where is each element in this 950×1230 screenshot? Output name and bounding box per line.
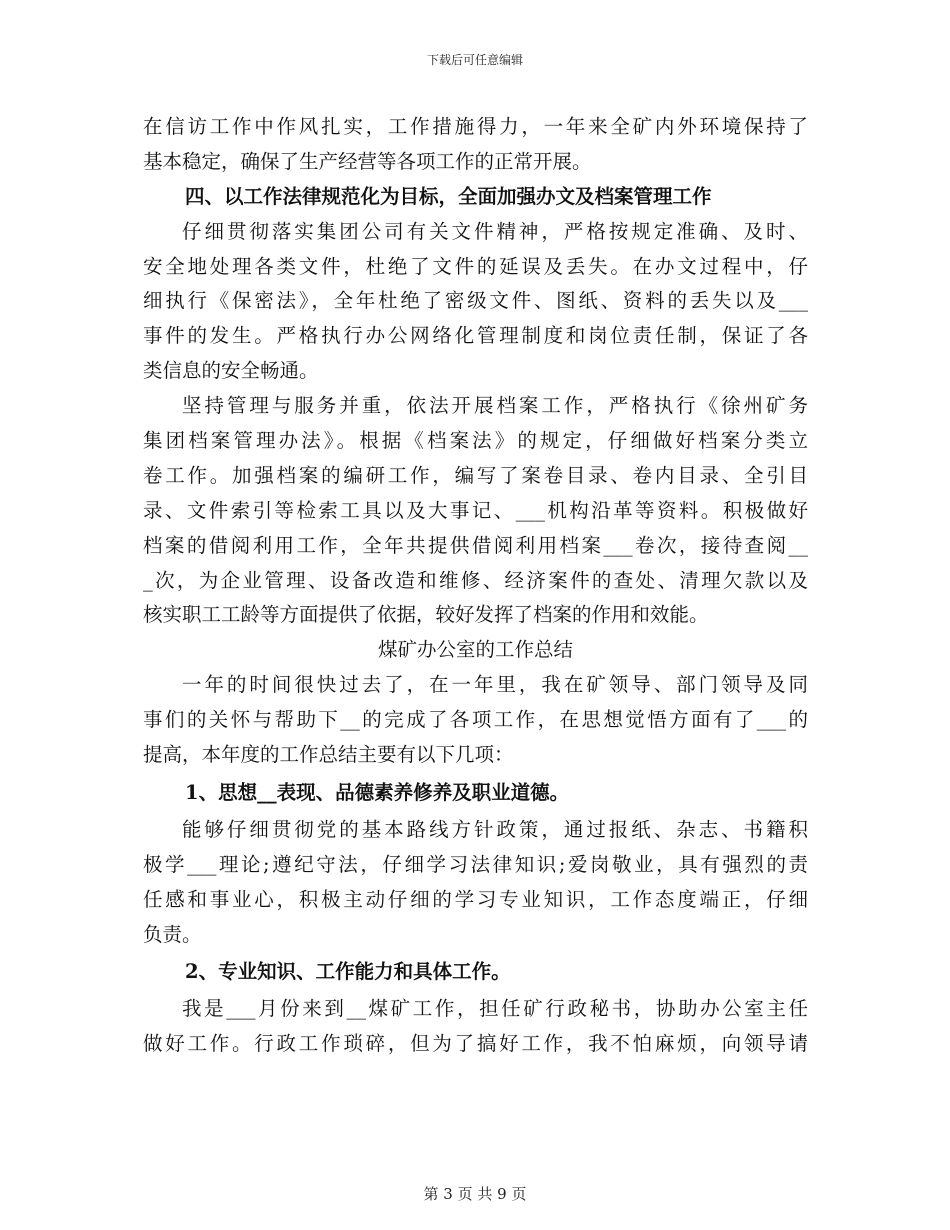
document-title: 煤矿办公室的工作总结	[377, 638, 573, 662]
section-heading: 2、专业知识、工作能力和具体工作。	[185, 960, 511, 984]
paragraph-line: _次，为企业管理、设备改造和维修、经济案件的查处、清理欠款以及	[143, 568, 808, 592]
paragraph-line: 提高，本年度的工作总结主要有以下几项：	[143, 743, 514, 767]
section-heading: 1、思想__表现、品德素养修养及职业道德。	[185, 780, 570, 804]
paragraph-line: 在信访工作中作风扎实，工作措施得力，一年来全矿内外环境保持了	[143, 115, 808, 138]
paragraph-line: 我是___月份来到__煤矿工作，担任矿行政秘书，协助办公室主任	[182, 997, 808, 1021]
paragraph-line: 安全地处理各类文件，杜绝了文件的延误及丢失。在办文过程中，仔	[143, 254, 808, 278]
paragraph-line: 类信息的安全畅通。	[143, 359, 319, 383]
paragraph-line: 一年的时间很快过去了，在一年里，我在矿领导、部门领导及同	[182, 673, 808, 697]
paragraph-line: 极学___理论;遵纪守法，仔细学习法律知识;爱岗敬业，具有强烈的责	[143, 852, 808, 876]
paragraph-line: 卷工作。加强档案的编研工作，编写了案卷目录、卷内目录、全引目	[143, 463, 808, 487]
paragraph-line: 仔细贯彻落实集团公司有关文件精神，严格按规定准确、及时、	[182, 219, 808, 243]
paragraph-line: 事们的关怀与帮助下__的完成了各项工作，在思想觉悟方面有了___的	[143, 708, 808, 732]
paragraph-line: 集团档案管理办法》。根据《档案法》的规定，仔细做好档案分类立	[143, 429, 808, 453]
paragraph-line: 坚持管理与服务并重，依法开展档案工作，严格执行《徐州矿务	[182, 394, 808, 418]
paragraph-line: 核实职工工龄等方面提供了依据，较好发挥了档案的作用和效能。	[143, 603, 709, 627]
paragraph-line: 任感和事业心，积极主动仔细的学习专业知识，工作态度端正，仔细	[143, 887, 808, 911]
paragraph-line: 细执行《保密法》，全年杜绝了密级文件、图纸、资料的丢失以及___	[143, 289, 808, 313]
document-body	[143, 110, 808, 1062]
section-heading: 四、以工作法律规范化为目标，全面加强办文及档案管理工作	[185, 184, 712, 208]
paragraph-line: 录、文件索引等检索工具以及大事记、___机构沿革等资料。积极做好	[143, 498, 808, 522]
paragraph-line: 基本稳定，确保了生产经营等各项工作的正常开展。	[143, 149, 592, 173]
paragraph-line: 负责。	[143, 922, 202, 946]
page-header: 下载后可任意编辑	[426, 53, 523, 67]
paragraph-line: 事件的发生。严格执行办公网络化管理制度和岗位责任制，保证了各	[143, 324, 808, 348]
page-footer: 第 3 页 共 9 页	[423, 1185, 527, 1203]
paragraph-line: 做好工作。行政工作琐碎，但为了搞好工作，我不怕麻烦，向领导请	[143, 1032, 808, 1056]
paragraph-line: 档案的借阅利用工作，全年共提供借阅利用档案___卷次，接待查阅__	[143, 533, 808, 557]
paragraph-line: 能够仔细贯彻党的基本路线方针政策，通过报纸、杂志、书籍积	[182, 817, 808, 841]
